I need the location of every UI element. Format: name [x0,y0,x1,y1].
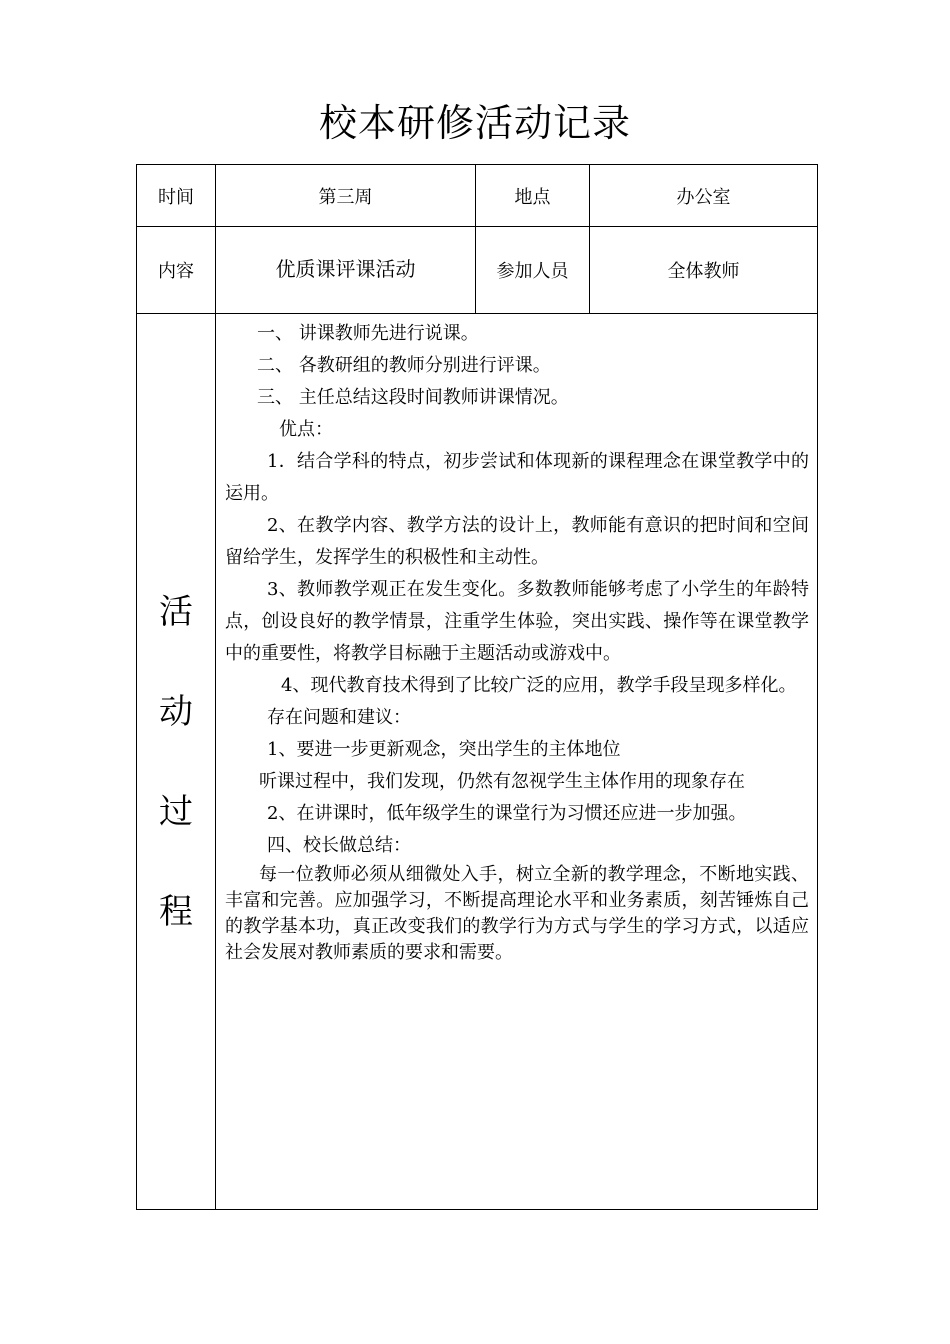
step-2: 二、 各教研组的教师分别进行评课。 [257,355,551,376]
merit-3: 3、教师教学观正在发生变化。多数教师能够考虑了小学生的年龄特点，创设良好的教学情景，注重学生体验，突出实践、操作等在课堂教学中的重要性，将教学目标融于主题活动或游戏中。 [225,579,809,664]
summary-text: 每一位教师必须从细微处入手，树立全新的教学理念，不断地实践、丰富和完善。应加强学习，不断提高理论水平和业务素质，刻苦锤炼自己的教学基本功，真正改变我们的教学行为方式与学生的学习方式，以适应社会发展对教师素质的要求和需要。 [225,864,809,963]
content-cell [216,227,476,314]
table-row-time [137,165,818,227]
process-label-char: 动 [159,691,193,732]
content-value: 优质课评课活动 [275,256,416,281]
issue-1-note: 听课过程中，我们发现，仍然有忽视学生主体作用的现象存在 [259,771,745,792]
place-label: 地点 [476,165,590,227]
issue-2: 2、在讲课时，低年级学生的课堂行为习惯还应进一步加强。 [267,803,747,824]
place-value: 办公室 [590,165,818,227]
table-row-content [137,227,818,314]
step-3: 三、 主任总结这段时间教师讲课情况。 [257,387,569,408]
summary-heading: 四、校长做总结： [267,835,411,856]
issues-heading: 存在问题和建议： [267,707,411,728]
issue-1: 1、要进一步更新观念，突出学生的主体地位 [267,739,621,760]
merit-4: 4、现代教育技术得到了比较广泛的应用，教学手段呈现多样化。 [281,675,797,696]
participants-label: 参加人员 [476,227,590,314]
process-label [137,314,216,1210]
merits-heading: 优点： [279,419,333,440]
merit-1: 1．结合学科的特点，初步尝试和体现新的课程理念在课堂教学中的运用。 [225,451,809,504]
process-label-char: 程 [159,891,193,932]
table-row-process [137,314,818,1210]
page-title: 校本研修活动记录 [318,101,631,145]
step-1: 一、 讲课教师先进行说课。 [257,323,479,344]
participants-value: 全体教师 [590,227,818,314]
process-label-char: 过 [159,791,193,832]
record-table [136,164,818,1210]
content-label: 内容 [137,227,216,314]
process-content [216,314,818,1210]
process-label-char: 活 [159,591,193,632]
time-label: 时间 [137,165,216,227]
time-value: 第三周 [216,165,476,227]
merit-2: 2、在教学内容、教学方法的设计上，教师能有意识的把时间和空间留给学生，发挥学生的积极性和主动性。 [225,515,809,568]
